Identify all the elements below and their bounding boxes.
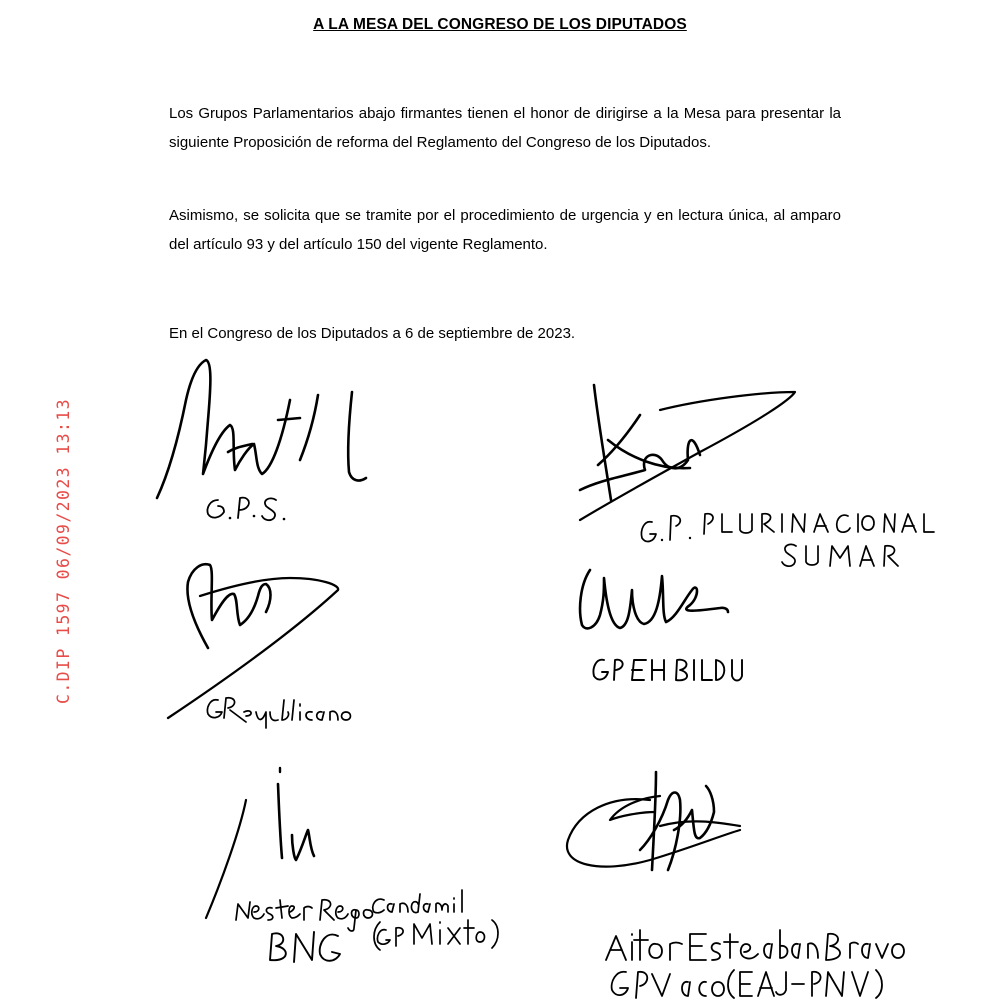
signature-pnv-annotation bbox=[606, 930, 904, 998]
signature-gps bbox=[157, 360, 366, 520]
document-title: A LA MESA DEL CONGRESO DE LOS DIPUTADOS bbox=[313, 16, 687, 33]
signature-sumar bbox=[580, 385, 934, 566]
paragraph-proposal: Los Grupos Parlamentarios abajo firmantes tienen el honor de dirigirse a la Mesa para presentar la siguiente Proposición de reforma del Reglamento del Congreso de los Diputados. bbox=[169, 105, 841, 151]
signature-bildu bbox=[580, 570, 742, 681]
signature-gps-annotation bbox=[207, 498, 285, 521]
signature-republicano-annotation bbox=[207, 698, 350, 728]
signature-bng bbox=[206, 768, 498, 962]
signature-bildu-annotation bbox=[593, 660, 742, 681]
registry-stamp: C.DIP 1597 06/09/2023 13:13 bbox=[54, 397, 73, 704]
signature-republicano bbox=[168, 564, 351, 728]
paragraph-urgency: Asimismo, se solicita que se tramite por el procedimiento de urgencia y en lectura única, al amparo del artículo 93 y del artículo 150 del vigente Reglamento. bbox=[169, 207, 841, 253]
signature-sumar-annotation bbox=[641, 514, 934, 566]
signature-bng-annotation bbox=[236, 890, 498, 962]
dateline: En el Congreso de los Diputados a 6 de septiembre de 2023. bbox=[169, 325, 576, 342]
signature-pnv bbox=[567, 772, 904, 998]
